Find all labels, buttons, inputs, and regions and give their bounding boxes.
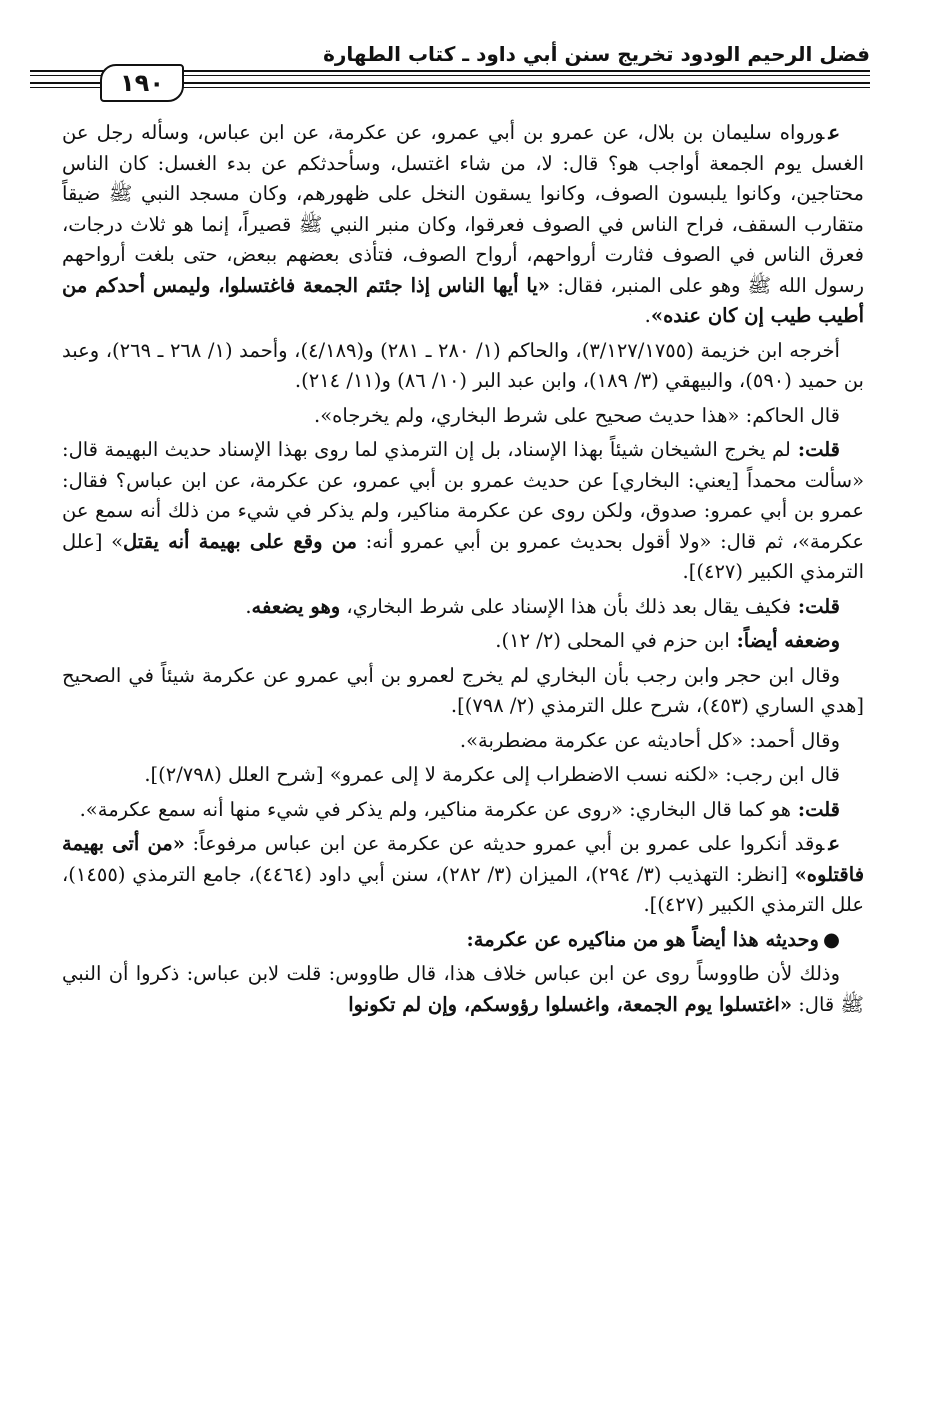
paragraph (62, 829, 864, 921)
running-header (30, 40, 870, 100)
bold-text: قلت: (790, 438, 840, 461)
text-segment: وقال ابن حجر وابن رجب بأن البخاري لم يخرج لعمرو بن أبي عمرو عن عكرمة شيئاً في الصحيح [هدي الساري (٤٥٣)، شرح علل الترمذي (٢/ ٧٩٨)]. (62, 663, 864, 717)
text-segment: وقال أحمد: «كل أحاديثه عن عكرمة مضطربة». (459, 728, 840, 752)
text-segment: وذلك لأن طاووساً روى عن ابن عباس خلاف هذا، قال طاووس: قلت لابن عباس: ذكروا أن النبي ﷺ قال: (62, 962, 864, 1016)
text-segment: وقد أنكروا على عمرو بن أبي عمرو حديثه عن عكرمة عن ابن عباس مرفوعاً: (184, 832, 825, 855)
paragraph (62, 795, 864, 826)
bold-text: «يا أيها الناس إذا جئتم الجمعة فاغتسلوا، وليمس أحدكم من أطيب طيب إن كان عنده» (62, 273, 864, 327)
bold-text: وهو يضعفه (251, 594, 341, 618)
text-segment: هو كما قال البخاري: «روى عن عكرمة مناكير، ولم يذكر في شيء منها أنه سمع عكرمة». (79, 797, 792, 821)
text-segment: . (245, 594, 252, 618)
header-rule-right (30, 82, 100, 88)
paragraph-marker: ● (822, 927, 840, 951)
paragraph (62, 925, 864, 956)
paragraph-marker: ع (828, 832, 840, 855)
text-segment: ابن حزم في المحلى (٢/ ١٢). (495, 629, 730, 652)
bold-text: وضعفه أيضاً: (729, 629, 840, 652)
text-segment: أخرجه ابن خزيمة (٣/١٢٧/١٧٥٥)، والحاكم (١/ ٢٨٠ ـ ٢٨١) و(٤/١٨٩)، وأحمد (١/ ٢٦٨ ـ ٢٦٩)، وعبد بن حميد (٥٩٠)، والبيهقي (٣/ ١٨٩)، وابن عبد البر (١٠/ ٨٦) و(١١/ ٢١٤). (62, 338, 864, 392)
text-segment: ورواه سليمان بن بلال، عن عمرو بن أبي عمرو، عن عكرمة، عن ابن عباس، وسأله رجل عن الغسل يوم الجمعة أواجب هو؟ قال: لا، من شاء اغتسل، وسأحدثكم عن بدء الغسل: كان الناس محتاجين، وكانوا يلبسون الصوف، وكانوا يسقون النخل على ظهورهم، وكان مسجد النبي ﷺ ضيقاً متقارب السقف، فراح الناس في الصوف فعرقوا، وكان منبر النبي ﷺ قصيراً، إنما هو ثلاث درجات، فعرق الناس في الصوف فثارت أرواحهم، أرواح الصوف، فتأذى بعضهم ببعض، حتى بلغت أرواحهم رسول الله ﷺ وهو على المنبر، فقال: (62, 121, 864, 297)
bold-text: «اغتسلوا يوم الجمعة، واغسلوا رؤوسكم، وإن لم تكونوا (348, 992, 793, 1016)
paragraph (62, 118, 864, 332)
book-title: فضل الرحيم الودود تخريج سنن أبي داود ـ كتاب الطهارة (323, 42, 870, 66)
paragraph (62, 592, 864, 623)
header-rule-left (180, 82, 870, 88)
paragraph (62, 760, 864, 791)
text-segment: » [علل الترمذي الكبير (٤٢٧)]. (62, 529, 864, 583)
paragraph (62, 959, 864, 1020)
paragraph (62, 661, 864, 722)
bold-text: من وقع على بهيمة أنه يقتل (123, 529, 357, 553)
text-segment: قال ابن رجب: «لكنه نسب الاضطراب إلى عكرمة لا إلى عمرو» [شرح العلل (٢/٧٩٨)]. (144, 763, 840, 786)
paragraph-marker: ع (828, 121, 840, 144)
paragraph (62, 726, 864, 757)
paragraph (62, 435, 864, 588)
bold-text: وحديثه هذا أيضاً هو من مناكيره عن عكرمة: (466, 927, 819, 951)
text-segment: فكيف يقال بعد ذلك بأن هذا الإسناد على شرط البخاري، (340, 594, 792, 618)
text-segment: . (644, 304, 651, 327)
page-number: ١٩٠ (100, 64, 184, 102)
body-text (62, 118, 864, 1024)
text-segment: قال الحاكم: «هذا حديث صحيح على شرط البخاري، ولم يخرجاه». (314, 403, 840, 427)
bold-text: «من أتى بهيمة فاقتلوه» (62, 832, 865, 886)
text-segment: [انظر: التهذيب (٣/ ٢٩٤)، الميزان (٣/ ٢٨٢)، سنن أبي داود (٤٤٦٤)، جامع الترمذي (١٤٥٥)، علل الترمذي الكبير (٤٢٧)]. (62, 862, 864, 916)
paragraph (62, 336, 864, 397)
paragraph (62, 626, 864, 657)
paragraph (62, 401, 864, 432)
bold-text: قلت: (791, 797, 840, 821)
text-segment: لم يخرج الشيخان شيئاً بهذا الإسناد، بل إن الترمذي لما روى بهذا الإسناد حديث البهيمة قال: «سألت محمداً [يعني: البخاري] عن حديث عمرو بن أبي عمرو، عن عكرمة، عن ابن عباس؟ فقال: عمرو بن أبي عمرو: صدوق، ولكن روى عن عكرمة مناكير، ولم يذكر في شيء من ذلك أنه سمع عن عكرمة»، ثم قال: «ولا أقول بحديث عمرو بن أبي عمرو أنه: (62, 438, 864, 553)
bold-text: قلت: (791, 594, 840, 618)
